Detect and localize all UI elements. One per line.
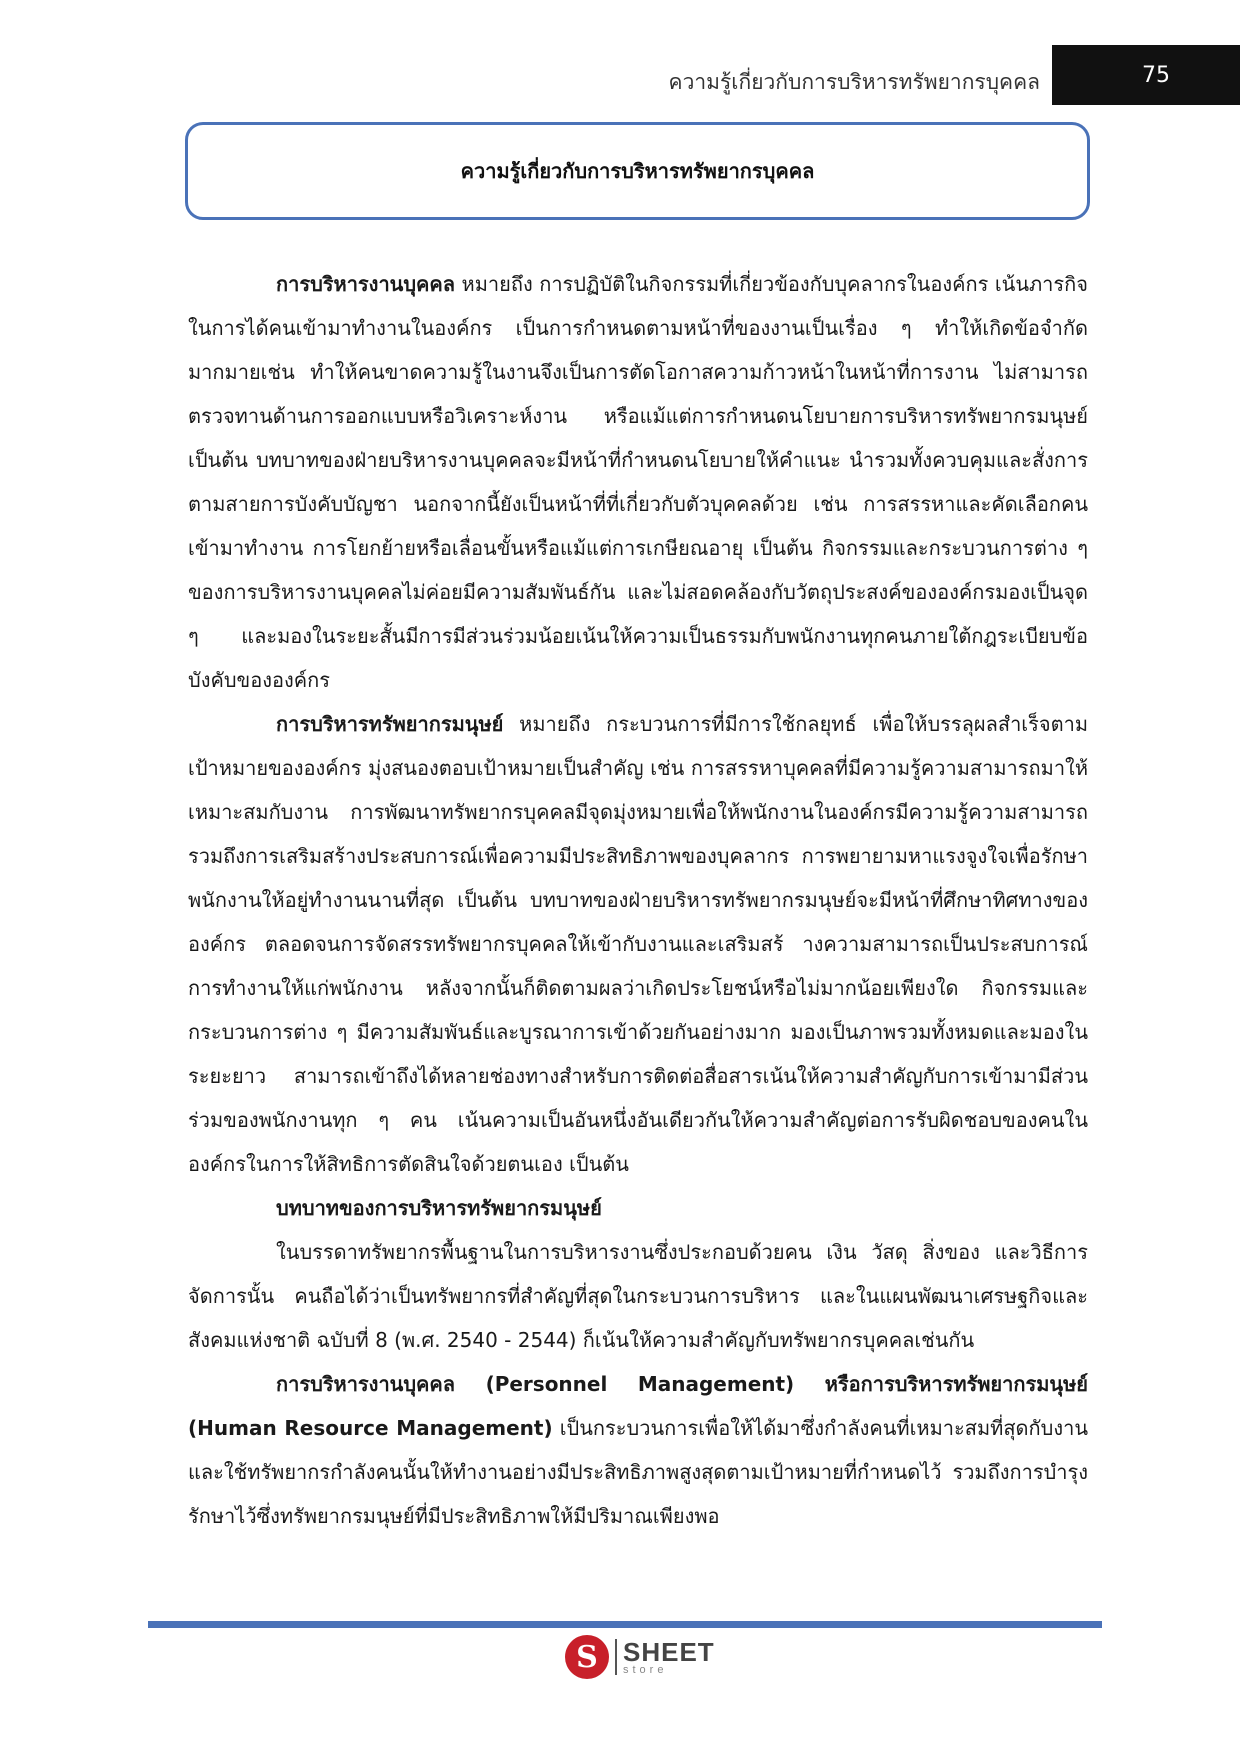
page-title: ความรู้เกี่ยวกับการบริหารทรัพยากรบุคคล [460, 159, 815, 183]
term: การบริหารทรัพยากรมนุษย์ [276, 712, 504, 736]
paragraph-text: หมายถึง กระบวนการที่มีการใช้กลยุทธ์ เพื่อให้บรรลุผลสำเร็จตามเป้าหมายขององค์กร มุ่งสนองตอบเป้าหมายเป็นสำคัญ เช่น การสรรหาบุคคลที่มีความรู้ความสามารถมาให้เหมาะสมกับงาน การพัฒนาทรัพยากรบุคคลมีจุดมุ่งหมายเพื่อให้พนักงานในองค์กรมีความรู้ความสามารถ รวมถึงการเสริมสร้างประสบการณ์เพื่อความมีประสิทธิภาพของบุคลากร การพยายามหาแรงจูงใจเพื่อรักษาพนักงานให้อยู่ทำงานนานที่สุด เป็นต้น บทบาทของฝ่ายบริหารทรัพยากรมนุษย์จะมีหน้าที่ศึกษาทิศทางขององค์กร ตลอดจนการจัดสรรทรัพยากรบุคคลให้เข้ากับงานและเสริมสร้ างความสามารถเป็นประสบการณ์การทำงานให้แก่พนักงาน หลังจากนั้นก็ติดตามผลว่าเกิดประโยชน์หรือไม่มากน้อยเพียงใด กิจกรรมและกระบวนการต่าง ๆ มีความสัมพันธ์และบูรณาการเข้าด้วยกันอย่างมาก มองเป็นภาพรวมทั้งหมดและมองในระยะยาว สามารถเข้าถึงได้หลายช่องทางสำหรับการติดต่อสื่อสารเน้นให้ความสำคัญกับการเข้ามามีส่วนร่วมของพนักงานทุก ๆ คน เน้นความเป็นอันหนึ่งอันเดียวกันให้ความสำคัญต่อการรับผิดชอบของคนในองค์กรในการให้สิทธิการตัดสินใจด้วยตนเอง เป็นต้น [188, 712, 1088, 1176]
sheet-store-logo [565, 1632, 715, 1682]
footer-divider [148, 1621, 1102, 1628]
term: การบริหารงานบุคคล (Personnel Management) หรือการบริหารทรัพยากรมนุษย์ (Human Resource Management) [188, 1372, 1088, 1440]
logo-mark-icon: S [565, 1635, 609, 1679]
paragraph [188, 262, 1088, 702]
section-heading: บทบาทของการบริหารทรัพยากรมนุษย์ [276, 1196, 602, 1220]
title-box [185, 122, 1090, 220]
logo-separator [615, 1639, 617, 1675]
paragraph: ในบรรดาทรัพยากรพื้นฐานในการบริหารงานซึ่งประกอบด้วยคน เงิน วัสดุ สิ่งของ และวิธีการจัดการนั้น คนถือได้ว่าเป็นทรัพยากรที่สำคัญที่สุดในกระบวนการบริหาร และในแผนพัฒนาเศรษฐกิจและสังคมแห่งชาติ ฉบับที่ 8 (พ.ศ. 2540 - 2544) ก็เน้นให้ความสำคัญกับทรัพยากรบุคคลเช่นกัน [188, 1240, 1088, 1352]
term: การบริหารงานบุคคล [276, 272, 456, 296]
paragraph-text: หมายถึง การปฏิบัติในกิจกรรมที่เกี่ยวข้องกับบุคลากรในองค์กร เน้นภารกิจในการได้คนเข้ามาทำงานในองค์กร เป็นการกำหนดตามหน้าที่ของงานเป็นเรื่อง ๆ ทำให้เกิดข้อจำกัดมากมายเช่น ทำให้คนขาดความรู้ในงานจึงเป็นการตัดโอกาสความก้าวหน้าในหน้าที่การงาน ไม่สามารถตรวจทานด้านการออกแบบหรือวิเคราะห์งาน หรือแม้แต่การกำหนดนโยบายการบริหารทรัพยากรมนุษย์ เป็นต้น บทบาทของฝ่ายบริหารงานบุคคลจะมีหน้าที่กำหนดนโยบายให้คำแนะ นำรวมทั้งควบคุมและสั่งการตามสายการบังคับบัญชา นอกจากนี้ยังเป็นหน้าที่ที่เกี่ยวกับตัวบุคคลด้วย เช่น การสรรหาและคัดเลือกคนเข้ามาทำงาน การโยกย้ายหรือเลื่อนขั้นหรือแม้แต่การเกษียณอายุ เป็นต้น กิจกรรมและกระบวนการต่าง ๆ ของการบริหารงานบุคคลไม่ค่อยมีความสัมพันธ์กัน และไม่สอดคล้องกับวัตถุประสงค์ขององค์กรมองเป็นจุด ๆ และมองในระยะสั้นมีการมีส่วนร่วมน้อยเน้นให้ความเป็นธรรมกับพนักงานทุกคนภายใต้กฎระเบียบข้อบังคับขององค์กร [188, 272, 1088, 692]
logo-text-sub: store [623, 1663, 668, 1676]
body-text [188, 262, 1088, 1538]
paragraph [188, 1362, 1088, 1538]
logo-text-main: SHEET [623, 1636, 715, 1667]
paragraph [188, 702, 1088, 1186]
running-title: ความรู้เกี่ยวกับการบริหารทรัพยากรบุคคล [668, 70, 1040, 94]
page-number: 75 [1052, 45, 1240, 105]
paragraph-text: เป็นกระบวนการเพื่อให้ได้มาซึ่งกำลังคนที่เหมาะสมที่สุดกับงาน และใช้ทรัพยากรกำลังคนนั้นให้ทำงานอย่างมีประสิทธิภาพสูงสุดตามเป้าหมายที่กำหนดไว้ รวมถึงการบำรุงรักษาไว้ซึ่งทรัพยากรมนุษย์ที่มีประสิทธิภาพให้มีปริมาณเพียงพอ [188, 1416, 1088, 1528]
logo-text [623, 1636, 715, 1676]
